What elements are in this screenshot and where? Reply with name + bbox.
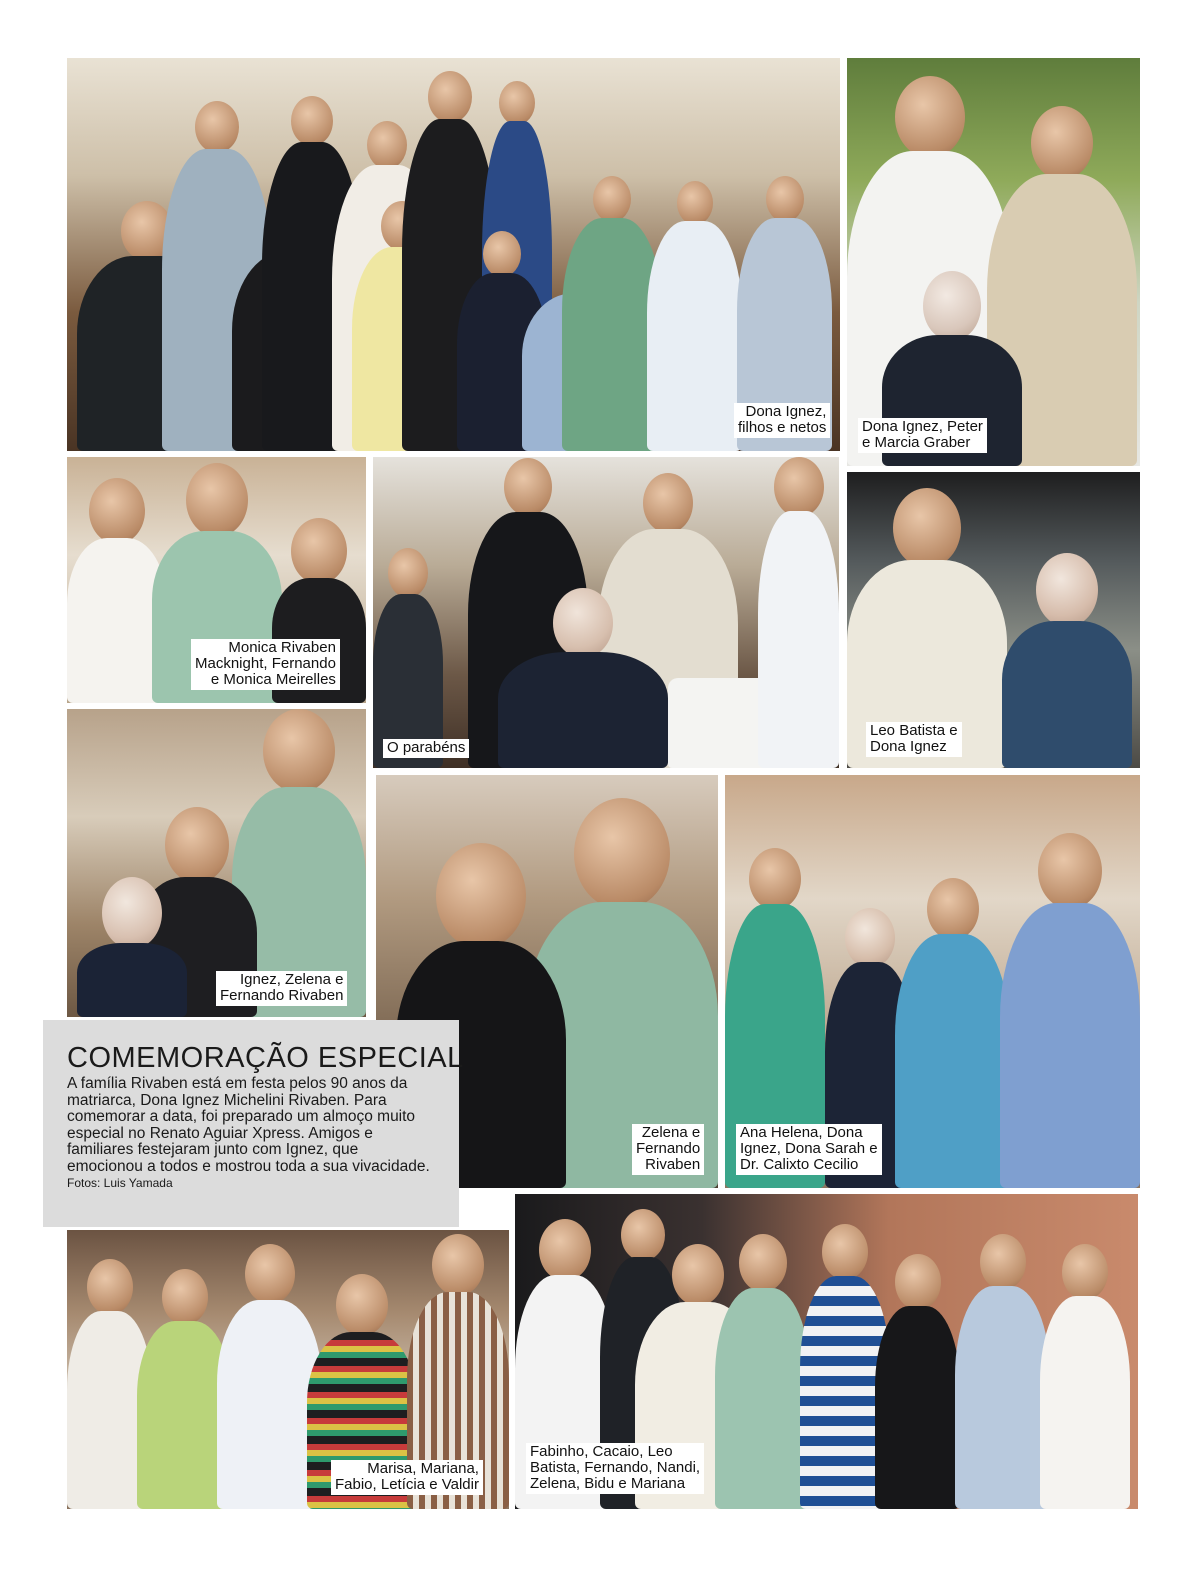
caption-fabinho: Fabinho, Cacaio, Leo Batista, Fernando, Nandi, Zelena, Bidu e Mariana	[526, 1443, 704, 1494]
photo-parabens	[373, 457, 839, 768]
photo-peter-marcia	[847, 58, 1140, 466]
caption-parabens: O parabéns	[383, 739, 469, 758]
caption-leo: Leo Batista e Dona Ignez	[866, 722, 962, 757]
article-box	[43, 1020, 464, 1227]
caption-peter-marcia: Dona Ignez, Peter e Marcia Graber	[858, 418, 987, 453]
photo-family	[67, 58, 840, 451]
caption-zelena-fernando: Zelena e Fernando Rivaben	[632, 1124, 704, 1175]
photo-credit: Fotos: Luis Yamada	[67, 1176, 173, 1190]
caption-monica: Monica Rivaben Macknight, Fernando e Monica Meirelles	[191, 639, 340, 690]
article-body	[67, 1076, 437, 1192]
caption-ignez-zelena: Ignez, Zelena e Fernando Rivaben	[216, 971, 347, 1006]
caption-family: Dona Ignez, filhos e netos	[734, 403, 830, 438]
caption-ana-helena: Ana Helena, Dona Ignez, Dona Sarah e Dr. Calixto Cecilio	[736, 1124, 882, 1175]
article-title: COMEMORAÇÃO ESPECIAL	[67, 1042, 464, 1074]
caption-marisa: Marisa, Mariana, Fabio, Letícia e Valdir	[331, 1460, 483, 1495]
article-text: A família Rivaben está em festa pelos 90 anos da matriarca, Dona Ignez Michelini Rivaben. Para comemorar a data, foi preparado um almoço muito especial no Renato Aguiar Xpress. Amigos e familiares festejaram junto com Ignez, que emocionou a todos e mostrou toda a sua vivacidade.	[67, 1075, 430, 1175]
